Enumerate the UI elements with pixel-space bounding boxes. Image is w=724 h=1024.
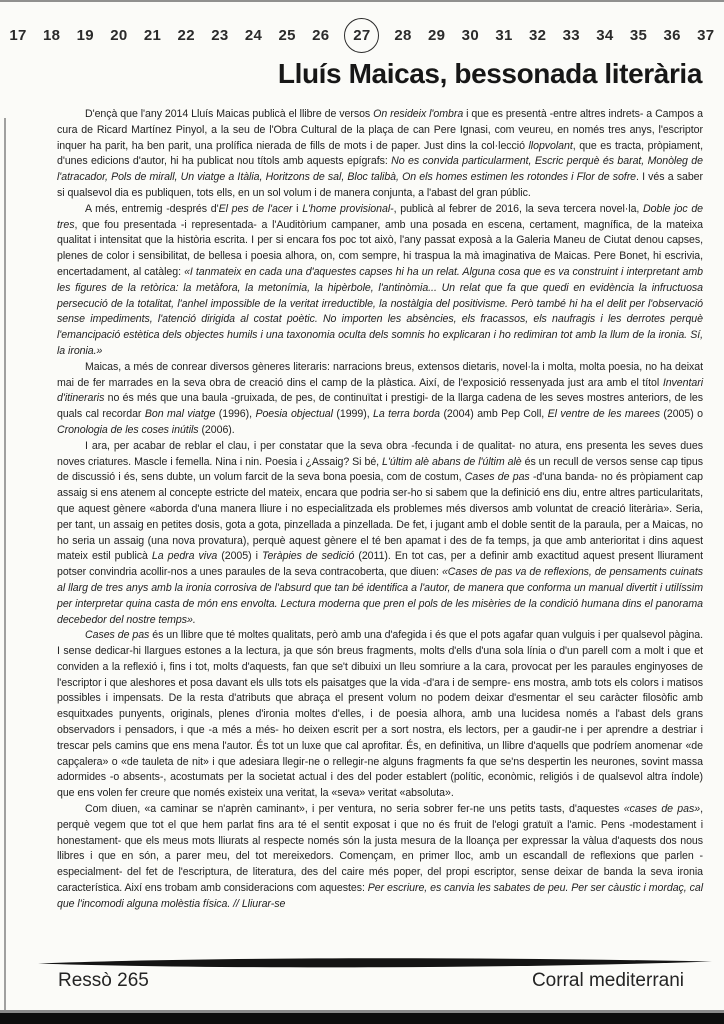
paragraph: I ara, per acabar de reblar el clau, i per constatar que la seva obra -fecunda i de qualitat- no atura, ens presenta les seves dues noves criatures. Mascle i femella. Nina i nin. Poesia i ¿Assaig? Si bé, L'últim alè abans de l'últim alè és un recull de versos sense cap tipus de discussió i és, sens dubte, un volum farcit de la seva bona poesia, com de costum, Cases de pas -d'una banda- no és pròpiament cap assaig si ens atenem al concepte estricte del mateix, encara que podria ser-ho si sabem que la definició ens diu, entre altres particularitats, que aquest gènere «aborda d'una manera lliure i no especialitzada els problemes més diversos amb voluntat de creació literària». Seria, per tant, un assaig en petites dosis, gota a gota, pinzellada a pinzellada. De fet, i jugant amb el doble sentit de la paraula, per a Maicas, no ho seria un assaig (una nova provatura), perquè aquest gènere el té ben apamat i des de fa temps, ja que amb anterioritat i dins aquest mateix estil publicà La pedra viva (2005) i Teràpies de sedició (2011). En tot cas, per a definir amb exactitud aquest present lliurament potser convindria acollir-nos a unes paraules de la seva contracoberta, que diuen: «Cases de pas va de reflexions, de pensaments cuinats al llarg de tres anys amb la ironia corrosiva de l'absurd que tan bé identifica a l'autor, de manera que conforma un manual divertit i utilíssim per interpretar quina casta de món ens envolta. Lectura moderna que pren el pols de les misèries de la condició humana dins el panorama decebedor del nostre temps». bbox=[57, 439, 703, 626]
current-page-number: 27 bbox=[344, 18, 379, 53]
page-number: 17 bbox=[9, 26, 27, 44]
left-scan-line bbox=[4, 118, 6, 1010]
page-number: 29 bbox=[428, 26, 446, 44]
page-number: 22 bbox=[177, 26, 195, 44]
page-number: 33 bbox=[562, 26, 580, 44]
page-ruler bbox=[8, 16, 716, 54]
page-number: 25 bbox=[278, 26, 296, 44]
page-number: 26 bbox=[312, 26, 330, 44]
page-number: 20 bbox=[110, 26, 128, 44]
paragraph: D'ençà que l'any 2014 Lluís Maicas publicà el llibre de versos On resideix l'ombra i que es presentà -entre altres indrets- a Campos a cura de Ricard Martínez Pinyol, a la seu de l'Obra Cultural de la plaça de can Pere Ignasi, com veureu, en només tres anys, l'escriptor inquer ha parit, ha ben parit, una prolífica nierada de fills de mots i de paper. Just dins la col·lecció llopvolant, que es tracta, pròpiament, d'unes edicions d'autor, hi ha publicat nou títols amb aquests epígrafs: No es convida particularment, Escric perquè és barat, Monòleg de l'atracador, Pols de mirall, Un viatge a Itàlia, Horitzons de sal, Bloc talibà, On els homes estimen les rotondes i Flor de sofre. I vés a saber si qualsevol dia es publiquen, tots ells, en un sol volum i de manera conjunta, a l'abast del gran públic. bbox=[57, 108, 703, 199]
page-number: 30 bbox=[461, 26, 479, 44]
page-number: 24 bbox=[244, 26, 263, 44]
page-number: 31 bbox=[495, 26, 513, 44]
article-title: Lluís Maicas, bessonada literària bbox=[277, 58, 702, 89]
page-number: 36 bbox=[663, 26, 681, 44]
paragraph: Cases de pas és un llibre que té moltes qualitats, però amb una d'afegida i és que el pots agafar quan vulguis i per qualsevol pàgina. I sense dedicar-hi llargues estones a la lectura, ja que són breus fragments, molts d'ells d'una sola línia o d'un parell com a molt i que et conviden a la reflexió i, fins i tot, molts d'aquests, fan que se't dibuixi un lleu somriure a la cara, provocat per les paraules enginyoses de l'escriptor i que aleshores et posa davant els ulls tots els paisatges que la vida -d'ara i de sempre- ens mostra, amb tots els colors i matisos possibles i impensats. De la resta d'atributs que abraça el present volum no podem deixar d'esmentar el seu caràcter filosòfic amb esquitxades punyents, originals, plenes d'ironia moltes d'elles, i de poesia alhora, amb una lucidesa només a l'abast dels grans observadors i pensadors, i que -a més a més- ho deixen escrit per a sort nostra, els lectors, per a gaudir-ne i per aprendre a destriar i trescar pels camins que ens mena l'autor. És tot un luxe que cal aprofitar. És, en definitiva, un llibre d'aquells que podríem anomenar «de capçalera» o «de tauleta de nit» i que adesiara llegir-ne o rellegir-ne alguns fragments fa que se'ns despertin les neurones, sovint massa adormides -o absents-, acostumats per la societat actual i des del poder establert (polític, econòmic, religiós i de qualsevol altra índole) que ens volen fer creure que només existeix una veritat, la «seva» veritat «absoluta». bbox=[57, 629, 703, 800]
page-number: 19 bbox=[76, 26, 94, 44]
page-number: 35 bbox=[629, 26, 648, 44]
paragraph: Com diuen, «a caminar se n'aprèn caminant», i per ventura, no seria sobrer fer-ne uns petits tasts, d'aquestes «cases de pas», perquè vegem que tot el que hem parlat fins ara té el sentit exposat i que no és fruit de l'elogi gratuït a l'amic. Pens -modestament i honestament- que els meus mots lliurats al respecte només són la justa mesura de la lloança per expressar la vàlua d'aquests dos nous llibres i que en són, a parer meu, del tot mereixedors. Començam, en primer lloc, amb un escandall de reflexions que parlen -especialment- del fet de l'escriptura, de literatura, des del caire més poper, del propi escriptor, sense deixar de banda la seva ironia característica. Així ens trobam amb consideracions com aquestes: Per escriure, es canvia les sabates de peu. Per ser càustic i mordaç, cal que l'incomodi alguna molèstia física. // Lliurar-se bbox=[57, 803, 703, 910]
page-number: 23 bbox=[211, 26, 229, 44]
footer-issue-label: Ressò 265 bbox=[58, 970, 149, 991]
page-number: 34 bbox=[596, 26, 614, 44]
page-footer bbox=[58, 970, 684, 992]
paragraph: Maicas, a més de conrear diversos gèneres literaris: narracions breus, extensos dietaris, novel·la i molta, molta poesia, no ha deixat mai de fer marrades en la seva obra de creació dins el camp de la plàstica. Així, de l'exposició ressenyada just ara amb el títol Inventari d'itineraris no és més que una baula -gruixada, de pes, de continuïtat i prestigi- de la llarga cadena de les seves mostres anteriors, de les quals cal recordar Bon mal viatge (1996), Poesia objectual (1999), La terra borda (2004) amb Pep Coll, El ventre de les marees (2005) o Cronologia de les coses inútils (2006). bbox=[57, 360, 703, 436]
bottom-scan-bar bbox=[0, 1010, 724, 1024]
page-number: 28 bbox=[394, 26, 412, 44]
paragraph: A més, entremig -després d'El pes de l'acer i L'home provisional-, publicà al febrer de 2016, la seva tercera novel·la, Doble joc de tres, que fou presentada -i representada- a l'Auditòrium campaner, amb una posada en escena, certament, magnífica, de la mateixa qualitat i intensitat que la història escrita. I per si encara fos poc tot això, l'any passat exposà a la Galeria Maneu de Ciutat denou capses, plenes de color i sensibilitat, de bellesa i poesia alhora, on, com sempre, hi traspua la mà imaginativa de Maicas. Pere Bonet, hi escrivia, encertadament, al catàleg: «I tanmateix en cada una d'aquestes capses hi ha un relat. Alguna cosa que es va construint i interpretant amb les figures de la retòrica: la metàfora, la metonímia, la hipèrbole, l'antinòmia... Un relat que fa que quedi en evidència la infructuosa persecució de la totalitat, l'anhel impossible de la veritat irreductible, la nostàlgia del positivisme. Però també hi ha el delit per l'observació sense impediments, l'atenció dirigida al costat poètic. No importen les absències, els fracassos, els naufragis i les derrotes perquè l'emancipació estètica dels objectes humils i una taxonomia oculta dels somnis ho explicaran i ho redimiran tot amb la llum de la ironia. Sí, la ironia.» bbox=[57, 202, 704, 357]
page-number: 32 bbox=[528, 26, 547, 44]
page-number: 37 bbox=[697, 26, 715, 44]
page-number: 21 bbox=[143, 26, 162, 44]
article-body bbox=[57, 107, 703, 913]
top-scan-edge bbox=[0, 0, 724, 2]
footer-section-label: Corral mediterrani bbox=[531, 970, 684, 991]
page-number: 18 bbox=[42, 26, 61, 44]
